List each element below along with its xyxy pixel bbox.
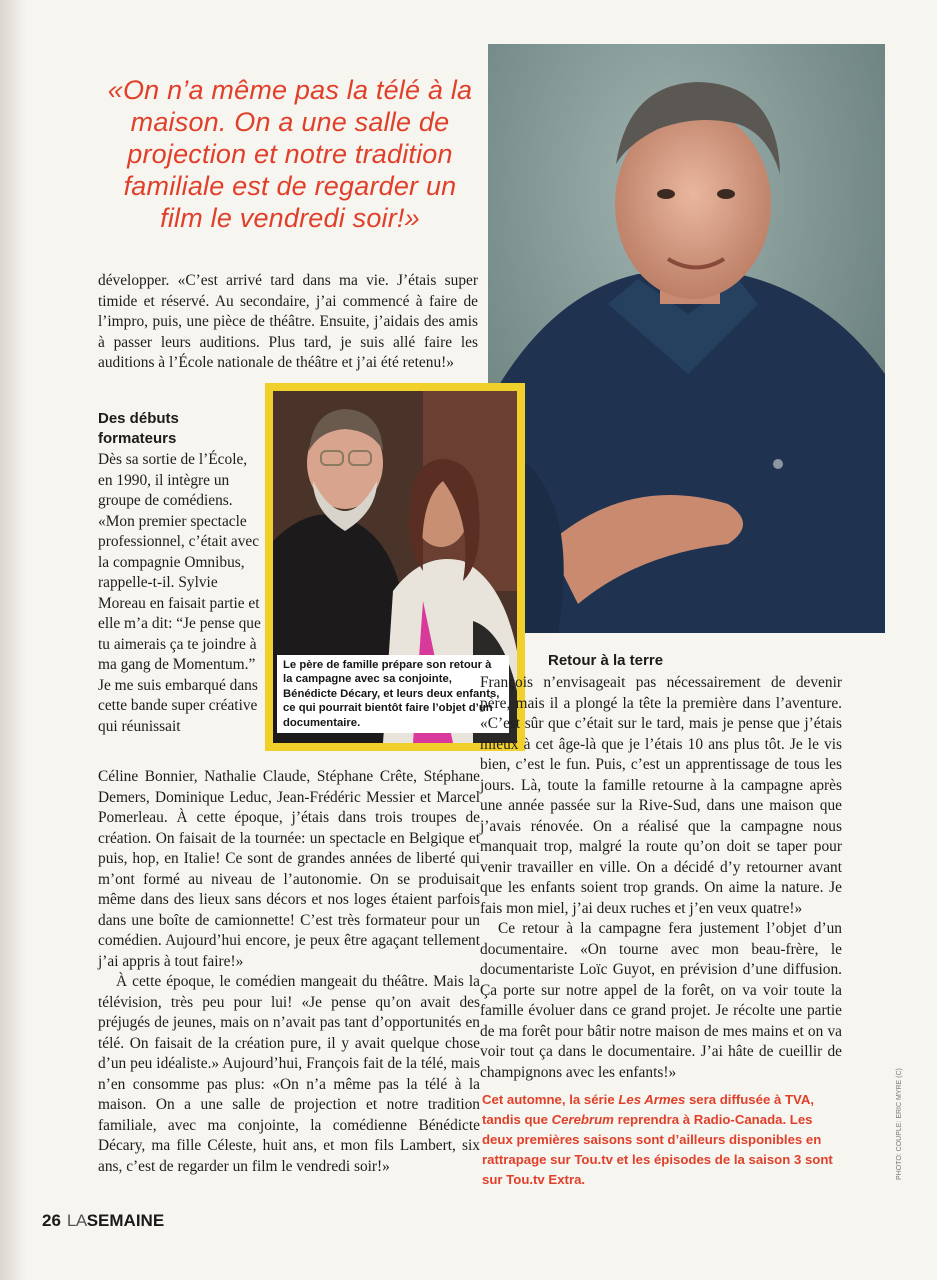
section-debuts-narrow-text: Dès sa sortie de l’École, en 1990, il intègre un groupe de comédiens. «Mon premier spectacle professionnel, c’était avec la compagnie Omnibus, rappelle-t-il. Sylvie Moreau en faisait partie et elle m’a dit: “Je pense que tu aimerais ça te joindre à ma gang de Momentum.” Je me suis embarqué dans cette bande super créative qui réunissait (98, 451, 261, 735)
promo-series-title-1: Les Armes (618, 1092, 686, 1107)
page-number: 26 (42, 1211, 61, 1230)
photo-credit: PHOTO: COUPLE: ERIC MYRE (C) (896, 1068, 903, 1180)
page-footer (42, 1211, 164, 1231)
promo-text-3: reprendra à Radio-Canada. Les deux premières saisons sont d’ailleurs disponibles en rattrapage sur Tou.tv et les épisodes de la saison 3 sont sur Tou.tv Extra. (482, 1112, 833, 1187)
broadcast-info-box (482, 1090, 840, 1190)
promo-text-2: sera diffusée à TVA, tandis que (482, 1092, 815, 1127)
intro-paragraph: développer. «C’est arrivé tard dans ma vie. J’étais super timide et réservé. Au secondaire, j’ai commencé à faire de l’impro, puis, une pièce de théâtre. Ensuite, j’aidais des amis à passer leurs auditions. Plus tard, je suis allé faire les auditions à l’École nationale de théâtre et j’ai été retenu!» (98, 272, 478, 371)
magazine-logo-prefix: LA (66, 1211, 87, 1230)
photo-caption: Le père de famille prépare son retour à la campagne avec sa conjointe, Bénédicte Décary, et leurs deux enfants, ce qui pourrait bientôt faire l’objet d’un documentaire. (277, 655, 509, 734)
section-debuts-wide-text: Céline Bonnier, Nathalie Claude, Stéphane Crête, Stéphane Demers, Dominique Leduc, Jean-Frédéric Messier et Marcel Pomerleau. À cette époque, j’étais dans trois troupes de création. On faisait de la tournée: un spectacle en Belgique et puis, hop, en Italie! Ce sont de grandes années de liberté qui m’ont formé au niveau de l’autonomie. On se produisait même dans des lieux sans décors et nos loges étaient parfois dans une boîte de camionnette! C’est très formateur pour un comédien. Aujourd’hui encore, je peux être agaçant tellement j’ai appris à tout faire!» (98, 768, 480, 970)
section-heading-retour: Retour à la terre (548, 652, 664, 669)
promo-series-title-2: Cerebrum (551, 1112, 614, 1127)
page-gutter-shadow (0, 0, 26, 1280)
section-retour-body (480, 673, 842, 1083)
portrait-photo (488, 44, 885, 633)
promo-text-1: Cet automne, la série (482, 1092, 619, 1107)
pull-quote: «On n’a même pas la télé à la maison. On a une salle de projection et notre tradition familiale est de regarder un film le vendredi soir!» (107, 75, 473, 233)
section-debuts-continued (98, 767, 480, 1177)
magazine-logo-name: SEMAINE (86, 1211, 165, 1230)
section-debuts-paragraph-2: À cette époque, le comédien mangeait du théâtre. Mais la télévision, très peu pour lui! «Je pense qu’on avait des préjugés de jeunes, mais on n’avait pas tant d’opportunités en télé. On faisait de la création pure, il y avait quelque chose d’un peu idéaliste.» Aujourd’hui, François fait de la télé, mais n’en consomme pas plus: «On n’a même pas la télé à la maison. On a une salle de projection et notre tradition familiale, avec ma conjointe, la comédienne Bénédicte Décary, ma fille Céleste, huit ans, et mon fils Lambert, six ans, c’est de regarder un film le vendredi soir!» (98, 973, 480, 1175)
section-retour-paragraph-1: François n’envisageait pas nécessairement de devenir père, mais il a plongé la tête la première dans l’aventure. «C’est sûr que c’était sur le tard, mais je pense que j’étais mieux à cet âge-là que je l’étais 10 ans plus tôt. Je le vis bien, c’est le fun. Puis, c’est un apprentissage de tous les jours. Là, toute la famille retourne à la campagne après une année passée sur la Rive-Sud, dans une maison que j’avais rénovée. On a réalisé que la campagne nous manquait trop, malgré la route qu’on doit se taper pour venir travailler en ville. On a décidé d’y retourner avant que les enfants soient trop grands. On aime la nature. Je fais mon miel, j’ai deux ruches et j’en veux quatre!» (480, 674, 842, 917)
section-heading-debuts: Des débuts formateurs (98, 410, 179, 447)
section-retour-paragraph-2: Ce retour à la campagne fera justement l’objet d’un documentaire. «On tourne avec mon beau-frère, le documentariste Loïc Guyot, en prévision d’une diffusion. Ça porte sur notre appel de la forêt, on va voir toute la famille évoluer dans ce grand projet. Je récolte une partie de ma forêt pour bâtir notre maison de mes mains et on va voir tout ça dans le documentaire. J’ai hâte de cueillir de champignons avec les enfants!» (480, 920, 842, 1081)
